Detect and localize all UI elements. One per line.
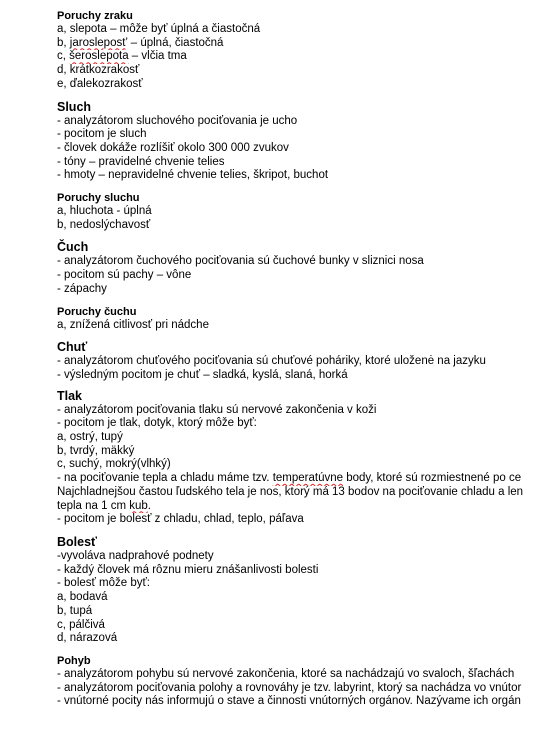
section <box>57 305 541 333</box>
text-run: - tóny – pravidelné chvenie telies <box>57 155 225 168</box>
text-line <box>57 156 541 170</box>
text-line <box>57 668 541 682</box>
text-run: - každý človek má rôznu mieru znášanlivosti bolesti <box>57 563 319 576</box>
spellcheck-word: šeroslepota <box>69 50 129 63</box>
text-line <box>57 591 541 605</box>
text-run: e, ďalekozrakosť <box>57 77 143 90</box>
text-line <box>57 564 541 578</box>
section-heading: Poruchy zraku <box>57 10 133 22</box>
text-run: - bolesť môže byť: <box>57 577 150 590</box>
text-run: - výsledným pocitom je chuť – sladká, kyslá, slaná, horká <box>57 368 348 381</box>
text-run: c, pálčivá <box>57 618 105 631</box>
text-run: - pocitom je tlak, dotyk, ktorý môže byť: <box>57 417 257 430</box>
text-line <box>57 404 541 418</box>
text-run: - človek dokáže rozlíšiť okolo 300 000 zvukov <box>57 141 289 154</box>
text-line <box>57 115 541 129</box>
text-line <box>57 255 541 269</box>
section-heading: Sluch <box>57 99 92 114</box>
section-heading: Poruchy čuchu <box>57 305 137 318</box>
text-run: c, suchý, mokrý(vlhký) <box>57 458 171 471</box>
text-line <box>57 128 541 142</box>
text-run: a, ostrý, tupý <box>57 431 123 444</box>
text-line <box>57 23 541 37</box>
text-line <box>57 78 541 92</box>
text-line <box>57 205 541 219</box>
spellcheck-word: jaroslepost <box>69 36 126 49</box>
text-run: c, <box>57 50 70 63</box>
section-gap <box>57 332 541 340</box>
text-run: - pocitom sú pachy – vône <box>57 269 192 282</box>
text-run: a, slepota – môže byť úplná a čiastočná <box>57 23 261 35</box>
section-heading: Čuch <box>57 240 89 255</box>
text-run: Najchladnejšou častou ľudského tela je nos, ktorý má 13 bodov na pociťovanie chladu a len <box>57 485 524 498</box>
section-gap <box>57 297 541 305</box>
text-run: d, krátkozrakosť <box>57 64 140 77</box>
text-line <box>57 417 541 431</box>
text-run: - analyzátorom sluchového pociťovania je ucho <box>57 114 298 127</box>
text-line <box>57 682 541 696</box>
text-run: - na pociťovanie tepla a chladu máme tzv. <box>57 472 273 485</box>
section-gap <box>57 183 541 191</box>
text-run: - zápachy <box>57 282 107 295</box>
text-line <box>57 269 541 283</box>
text-run: b, <box>57 36 70 49</box>
section-heading: Poruchy sluchu <box>57 192 140 205</box>
text-run: - pocitom je sluch <box>57 128 147 141</box>
text-run: - analyzátorom pohybu sú nervové zakončenia, ktoré sa nachádzajú vo svaloch, šľachách <box>57 667 515 680</box>
text-run: – vlčia tma <box>128 50 187 63</box>
text-line <box>57 619 541 633</box>
text-line <box>57 472 541 486</box>
text-run: body, ktoré sú rozmiestnené po ce <box>343 472 522 485</box>
section-gap <box>57 646 541 654</box>
section-gap <box>57 527 541 535</box>
document-page <box>57 9 541 709</box>
text-line <box>57 283 541 297</box>
text-line <box>57 486 541 500</box>
text-line <box>57 632 541 646</box>
text-run: ’ – úplná, čiastočná <box>125 36 224 49</box>
section <box>57 389 541 527</box>
text-line <box>57 169 541 183</box>
text-line <box>57 369 541 383</box>
text-run: -vyvoláva nadprahové podnety <box>57 549 214 562</box>
text-run: - vnútorné pocity nás informujú o stave a činnosti vnútorných orgánov. Nazývame ich orgán <box>57 695 521 708</box>
section <box>57 654 541 709</box>
text-run: - analyzátorom pociťovania polohy a rovnováhy je tzv. labyrint, ktorý sa nachádza vo vnútor <box>57 681 522 694</box>
text-line <box>57 319 541 333</box>
text-run: b, tupá <box>57 604 93 617</box>
text-line <box>57 550 541 564</box>
text-line <box>57 513 541 527</box>
text-run: - analyzátorom čuchového pociťovania sú čuchové bunky v sliznici nosa <box>57 255 424 268</box>
text-line <box>57 500 541 514</box>
text-line <box>57 445 541 459</box>
text-run: b, tvrdý, mäkký <box>57 444 135 457</box>
section-heading: Pohyb <box>57 654 91 667</box>
text-line <box>57 37 541 51</box>
section-heading: Chuť <box>57 340 88 355</box>
section <box>57 535 541 646</box>
section-gap <box>57 232 541 240</box>
text-run: - analyzátorom pociťovania tlaku sú nervové zakončenia v koži <box>57 403 377 416</box>
text-line <box>57 431 541 445</box>
text-line <box>57 219 541 233</box>
text-line <box>57 64 541 78</box>
section-heading: Bolesť <box>57 534 98 549</box>
text-run: a, bodavá <box>57 591 108 604</box>
text-run: d, nárazová <box>57 632 118 645</box>
text-run: . <box>147 499 151 512</box>
section <box>57 9 541 92</box>
text-run: b, nedoslýchavosť <box>57 218 151 231</box>
text-run: a, znížená citlivosť pri nádche <box>57 318 209 331</box>
text-line <box>57 458 541 472</box>
section <box>57 191 541 232</box>
text-run: - hmoty – nepravidelné chvenie telies, škripot, buchot <box>57 169 329 182</box>
section <box>57 240 541 296</box>
text-run: - analyzátorom chuťového pociťovania sú chuťové poháriky, ktoré uloženė na jazyku <box>57 355 486 368</box>
text-line <box>57 605 541 619</box>
spellcheck-word: kub <box>129 499 148 512</box>
section-heading: Tlak <box>57 388 83 403</box>
text-run: tepla na 1 cm <box>57 499 130 512</box>
text-run: - pocitom je bolesť z chladu, chlad, teplo, páľava <box>57 513 304 526</box>
text-line <box>57 50 541 64</box>
section <box>57 340 541 382</box>
text-line <box>57 695 541 709</box>
section <box>57 100 541 184</box>
text-line <box>57 577 541 591</box>
text-line <box>57 142 541 156</box>
text-line <box>57 355 541 369</box>
section-gap <box>57 92 541 100</box>
spellcheck-word: temperatúvne <box>272 472 344 485</box>
text-run: a, hluchota - úplná <box>57 205 152 218</box>
